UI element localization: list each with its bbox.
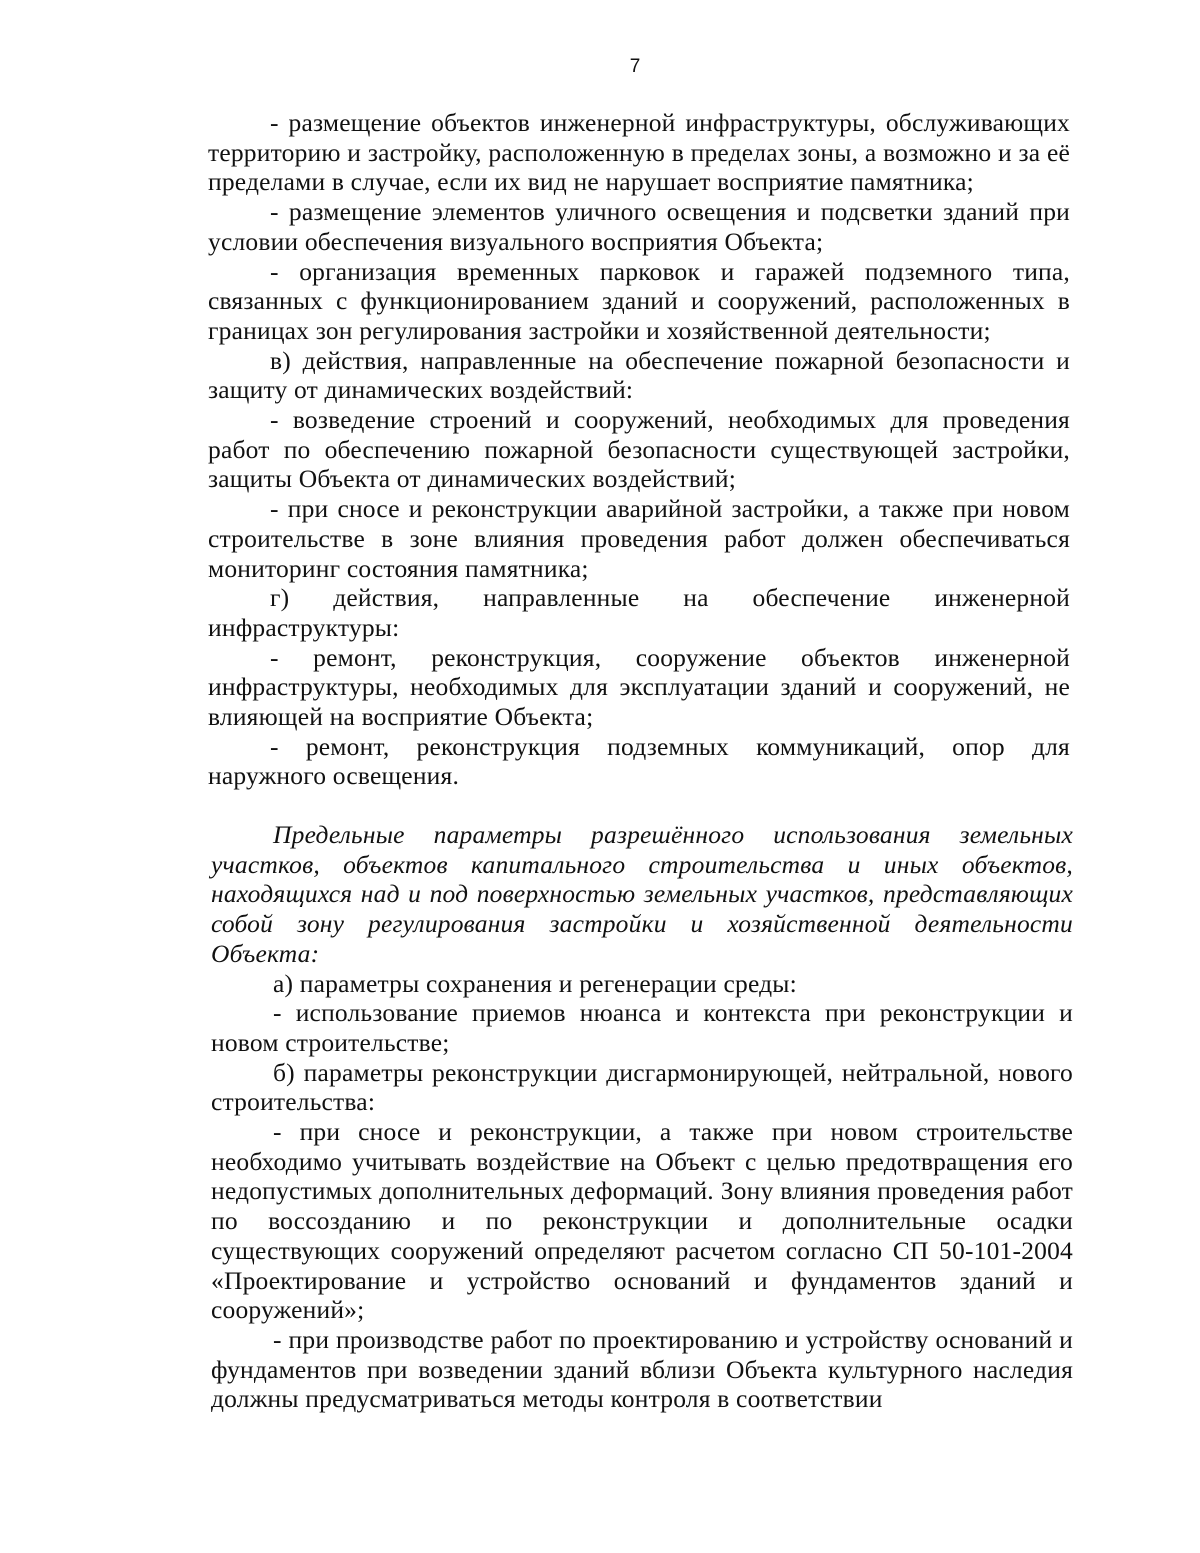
paragraph: в) действия, направленные на обеспечение пожарной безопасности и защиту от динамических воздействий: <box>208 345 1070 405</box>
page-number: 7 <box>629 56 641 77</box>
paragraph: - при сносе и реконструкции, а также при новом строительстве необходимо учитывать воздействие на Объект с целью предотвращения его недопустимых дополнительных деформаций. Зону влияния проведения работ по воссозданию и по реконструкции и дополнительные осадки существующих сооружений определяют расчетом согласно СП 50-101-2004 «Проектирование и устройство оснований и фундаментов зданий и сооружений»; <box>211 1117 1073 1325</box>
paragraph: - размещение элементов уличного освещения и подсветки зданий при условии обеспечения визуального восприятия Объекта; <box>208 197 1070 256</box>
paragraph: - при сносе и реконструкции аварийной застройки, а также при новом строительстве в зоне влияния проведения работ должен обеспечиваться мониторинг состояния памятника; <box>208 494 1070 583</box>
paragraph: - при производстве работ по проектированию и устройству оснований и фундаментов при возведении зданий вблизи Объекта культурного наследия должны предусматриваться методы контроля в соответствии <box>211 1324 1073 1414</box>
body-text-section-a <box>208 108 1070 791</box>
paragraph: г) действия, направленные на обеспечение инженерной инфраструктуры: <box>208 583 1070 642</box>
paragraph: - организация временных парковок и гаражей подземного типа, связанных с функционированием зданий и сооружений, расположенных в границах зон регулирования застройки и хозяйственной деятельности; <box>208 256 1070 345</box>
paragraph: - размещение объектов инженерной инфраструктуры, обслуживающих территорию и застройку, расположенную в пределах зоны, а возможно и за её пределами в случае, если их вид не нарушает восприятие памятника; <box>208 108 1070 197</box>
section-heading: Предельные параметры разрешённого использования земельных участков, объектов капитального строительства и иных объектов, находящихся над и под поверхностью земельных участков, представляющих собой зону регулирования застройки и хозяйственной деятельности Объекта: <box>211 820 1073 968</box>
paragraph: - использование приемов нюанса и контекста при реконструкции и новом строительстве; <box>211 998 1073 1057</box>
body-text-section-b <box>211 820 1073 1414</box>
paragraph: - ремонт, реконструкция, сооружение объектов инженерной инфраструктуры, необходимых для эксплуатации зданий и сооружений, не влияющей на восприятие Объекта; <box>208 642 1070 732</box>
paragraph: б) параметры реконструкции дисгармонирующей, нейтральной, нового строительства: <box>211 1057 1073 1117</box>
paragraph: - ремонт, реконструкция подземных коммуникаций, опор для наружного освещения. <box>208 731 1070 791</box>
paragraph: - возведение строений и сооружений, необходимых для проведения работ по обеспечению пожарной безопасности существующей застройки, защиты Объекта от динамических воздействий; <box>208 405 1070 494</box>
paragraph: а) параметры сохранения и регенерации среды: <box>273 968 797 998</box>
